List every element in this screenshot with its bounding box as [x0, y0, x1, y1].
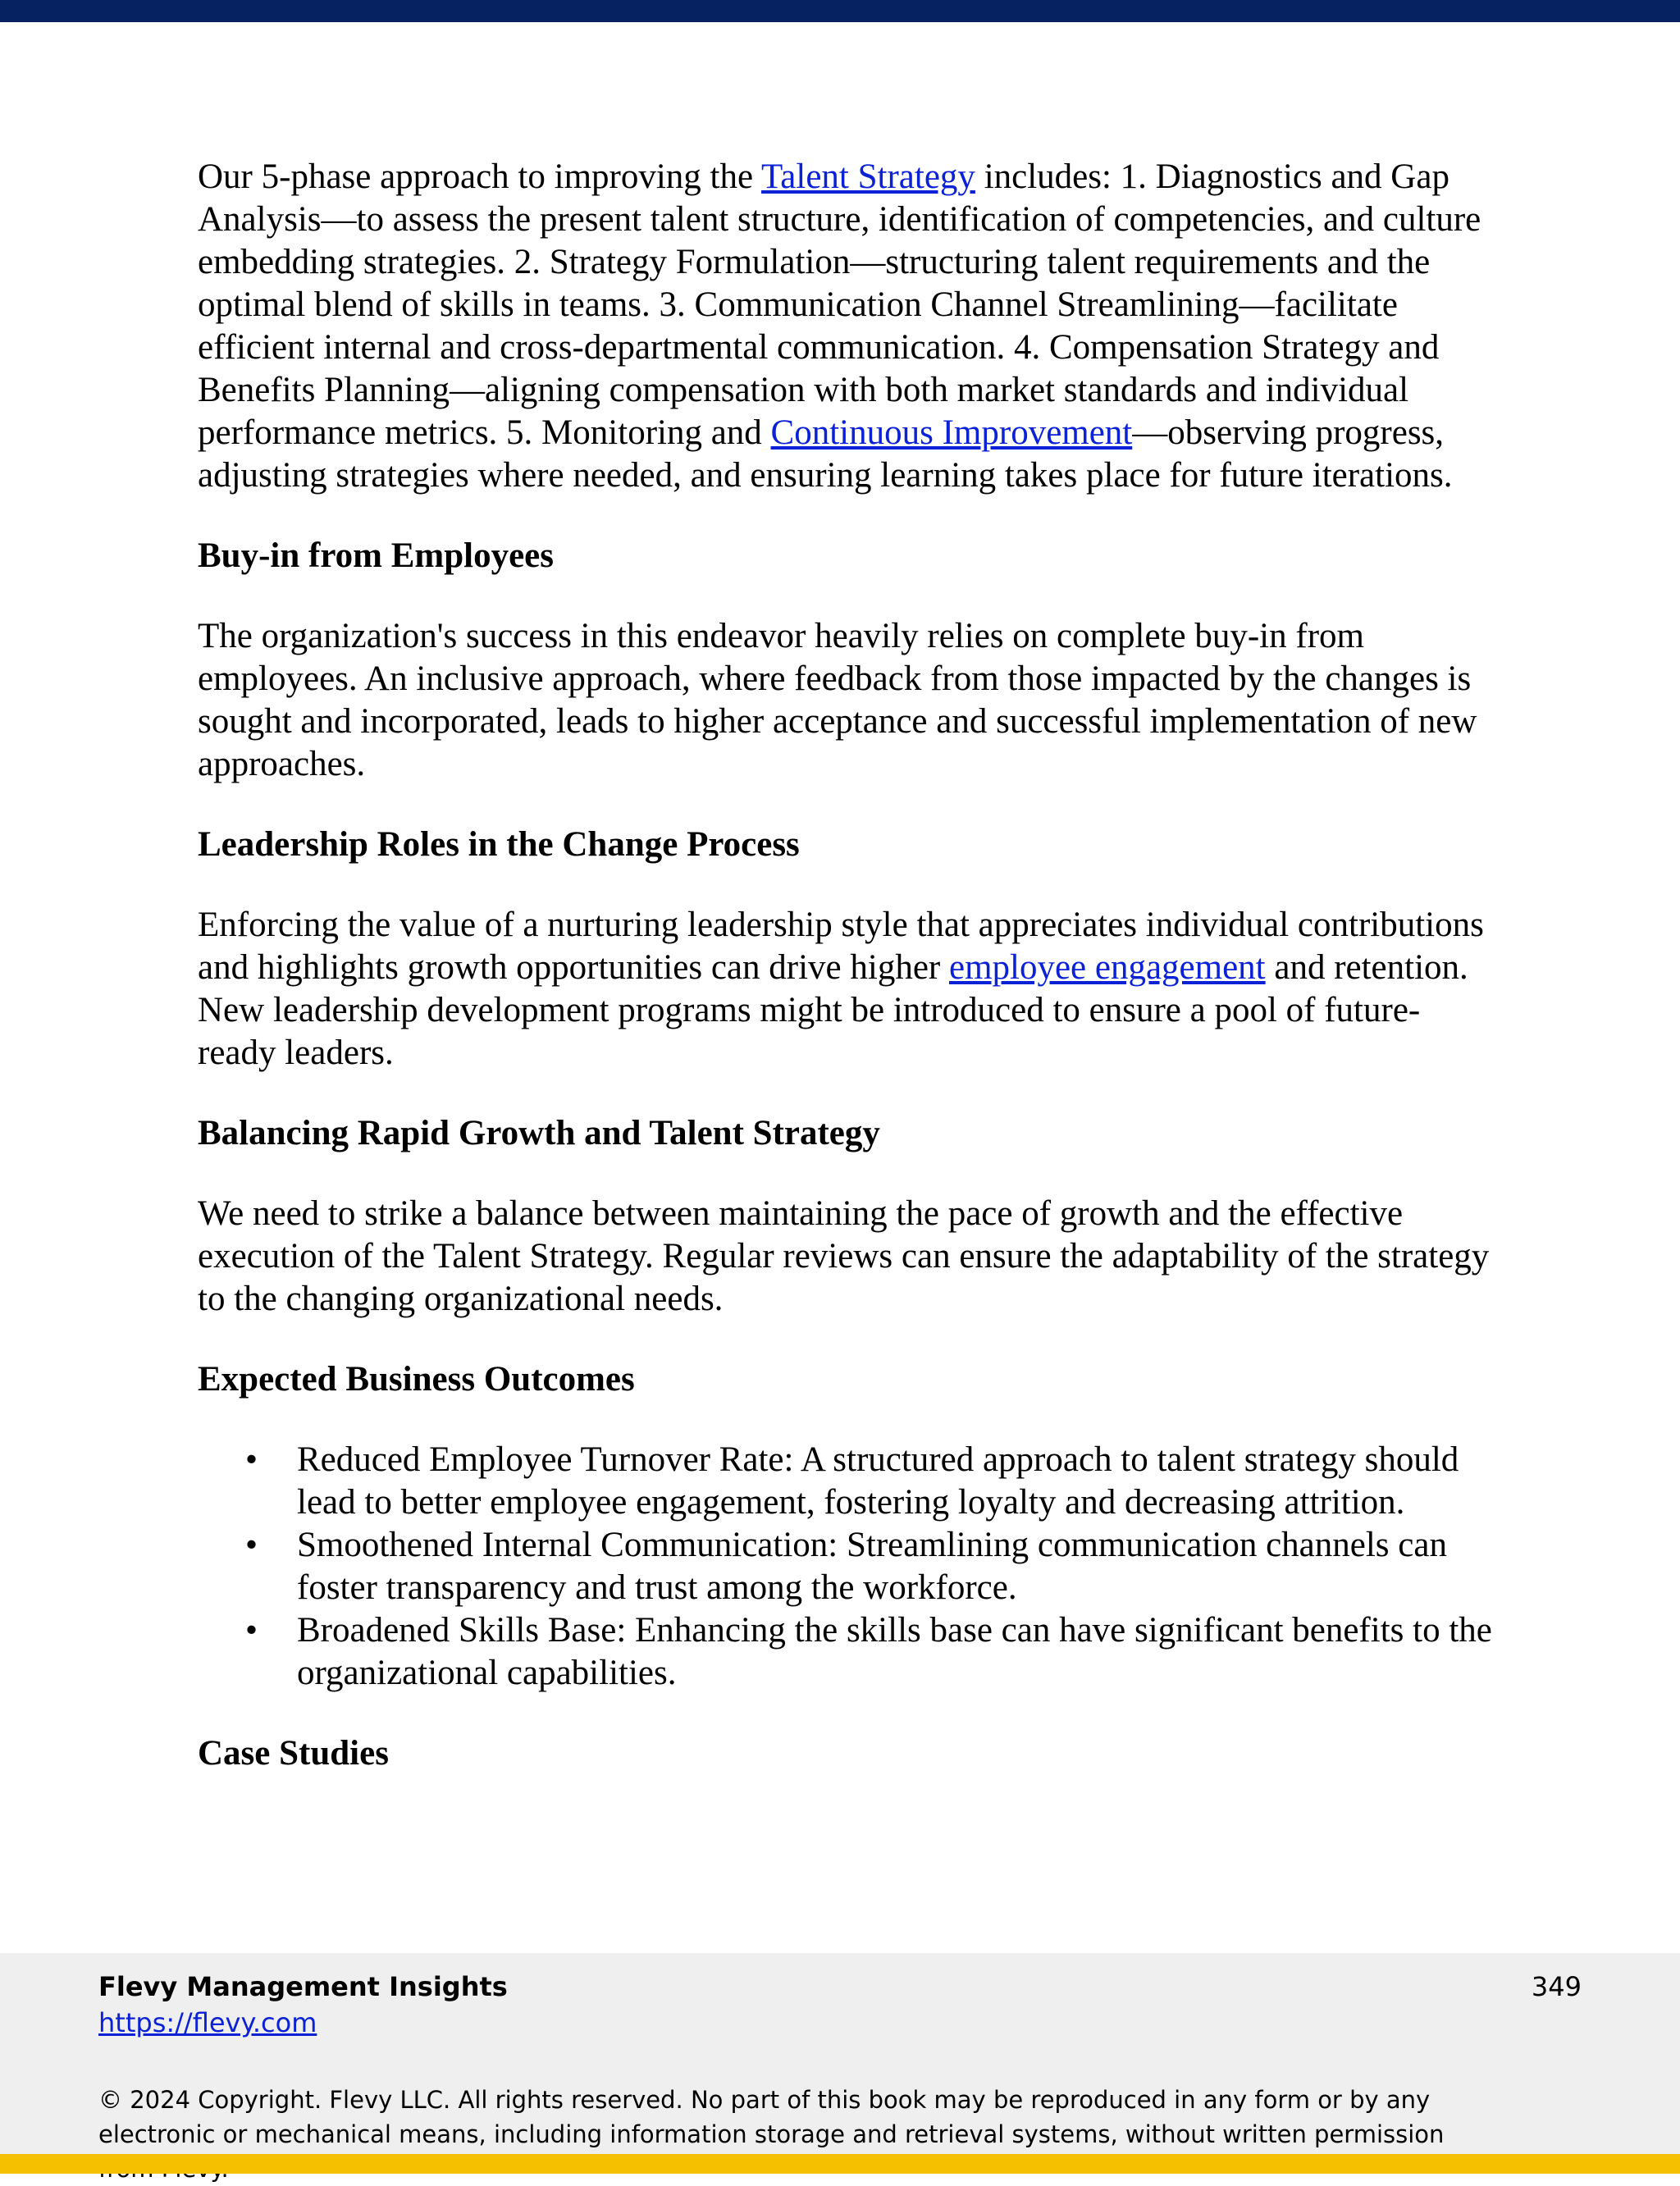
list-item [198, 1439, 1494, 1524]
intro-paragraph [198, 156, 1494, 497]
intro-text-1: Our 5-phase approach to improving the [198, 157, 762, 196]
buyin-heading: Buy-in from Employees [198, 536, 554, 575]
bullet-icon: • [245, 1440, 258, 1479]
intro-text-2: includes: 1. Diagnostics and Gap Analysis—to assess the present talent structure, identification of competencies, and culture embedding strategies. 2. Strategy Formulation—structuring talent requirements and the optimal blend of skills in teams. 3. Communication Channel Streamlining—facilitate efficient internal and cross-departmental communication. 4. Compensation Strategy and Benefits Planning—aligning compensation with both market standards and individual performance metrics. 5. Monitoring and [198, 157, 1481, 452]
bullet-icon: • [245, 1611, 258, 1650]
buyin-paragraph: The organization's success in this endeavor heavily relies on complete buy-in from employees. An inclusive approach, where feedback from those impacted by the changes is sought and incorporated, leads to higher acceptance and successful implementation of new approaches. [198, 617, 1477, 783]
outcomes-heading: Expected Business Outcomes [198, 1360, 635, 1399]
case-studies-heading: Case Studies [198, 1734, 389, 1773]
copyright-notice: © 2024 Copyright. Flevy LLC. All rights reserved. No part of this book may be reproduced in any form or by any electronic or mechanical means, including information storage and retrieval systems, without written permission [98, 2086, 1445, 2148]
leadership-text-2: and retention. New leadership development programs might be introduced to ensure a pool of future-ready leaders. [198, 948, 1468, 1072]
employee-engagement-link[interactable]: employee engagement [948, 948, 1266, 987]
intro-text-3: —observing progress, adjusting strategies where needed, and ensuring learning takes place for future iterations. [198, 413, 1453, 495]
balancing-heading: Balancing Rapid Growth and Talent Strategy [198, 1114, 880, 1152]
page-footer [0, 1953, 1680, 2154]
list-item-text: Smoothened Internal Communication: Streamlining communication channels can foster transparency and trust among the workforce. [297, 1526, 1447, 1607]
list-item-text: Broadened Skills Base: Enhancing the skills base can have significant benefits to the organizational capabilities. [297, 1611, 1492, 1692]
balancing-paragraph: We need to strike a balance between maintaining the pace of growth and the effective execution of the Talent Strategy. Regular reviews can ensure the adaptability of the strategy to the changing organizational needs. [198, 1194, 1490, 1318]
leadership-text-1: Enforcing the value of a nurturing leadership style that appreciates individual contributions and highlights growth opportunities can drive higher [198, 906, 1484, 987]
top-accent-bar [0, 0, 1680, 22]
leadership-heading: Leadership Roles in the Change Process [198, 825, 800, 864]
list-item [198, 1524, 1494, 1609]
footer-title: Flevy Management Insights [98, 1971, 508, 2002]
page-content [198, 156, 1494, 1813]
outcomes-list [198, 1439, 1494, 1695]
bullet-icon: • [245, 1526, 258, 1564]
list-item [198, 1609, 1494, 1695]
bottom-accent-bar [0, 2154, 1680, 2174]
talent-strategy-link[interactable]: Talent Strategy [761, 157, 975, 196]
page-number: 349 [1531, 1971, 1582, 2002]
leadership-paragraph [198, 904, 1494, 1075]
footer-url-link[interactable]: https://flevy.com [98, 2007, 317, 2038]
continuous-improvement-link[interactable]: Continuous Improvement [770, 413, 1133, 452]
list-item-text: Reduced Employee Turnover Rate: A structured approach to talent strategy should lead to better employee engagement, fostering loyalty and decreasing attrition. [297, 1440, 1459, 1522]
